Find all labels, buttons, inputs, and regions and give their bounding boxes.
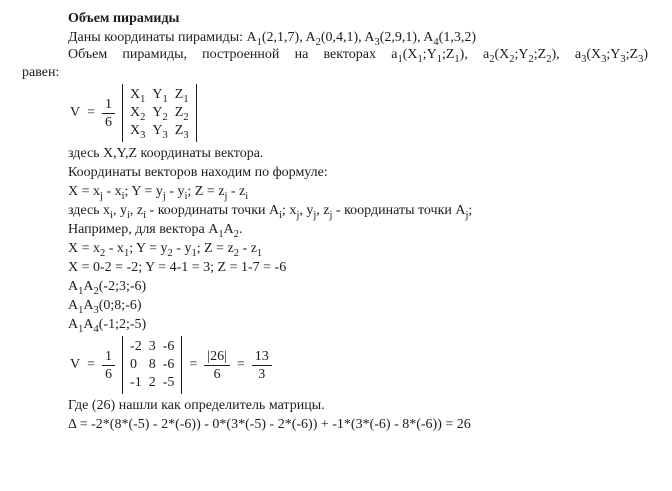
matrix-cell: 8	[148, 357, 156, 372]
matrix-cell: 0	[130, 357, 138, 372]
matrix-cell: $X_1$	[130, 87, 146, 105]
fraction-numerator: 13	[252, 348, 272, 366]
matrix-cell: $Y_3$	[152, 123, 168, 141]
matrix-cell: -6	[162, 357, 175, 372]
matrix-cell: $X_2$	[130, 105, 146, 123]
fraction-one-sixth	[102, 96, 115, 131]
equals-word-line: равен:	[22, 65, 60, 80]
matrix-cell: -1	[130, 375, 142, 390]
matrix-cell: -5	[162, 375, 175, 390]
matrix-cell: 2	[148, 375, 156, 390]
fraction-numerator: 1	[102, 96, 115, 114]
matrix-cell: $Y_1$	[152, 87, 168, 105]
formula-a1a2-line: $X = x_2 - x_1$; $Y = y_2 - y_1$; $Z = z_2 - z_1$	[68, 241, 263, 259]
determinant-matrix-numeric	[122, 336, 182, 394]
matrix-cell: $Y_2$	[152, 105, 168, 123]
formula-lhs: V	[70, 357, 81, 372]
vector-a1a3-line: $A_1A_3(0;8;-6)$	[68, 298, 142, 316]
equals-sign: =	[87, 105, 96, 120]
equals-sign: =	[87, 357, 96, 372]
determinant-matrix	[122, 84, 197, 142]
here-xyz-line: здесь X,Y,Z координаты вектора.	[68, 146, 264, 161]
matrix-cell: 3	[148, 339, 156, 354]
fraction-one-sixth	[102, 348, 115, 383]
here-points-line: здесь $x_i$, $y_i$, $z_i$ - координаты точки $A_i$; $x_j$, $y_j$, $z_j$ - координаты точки $A_j$;	[68, 203, 473, 221]
volume-formula-numeric	[70, 336, 648, 394]
fraction-denominator: 3	[258, 366, 266, 382]
fraction-denominator: 6	[105, 366, 113, 382]
fraction-abs26-over-6	[204, 348, 230, 383]
equals-sign: =	[189, 357, 198, 372]
formula-lhs: V	[70, 105, 81, 120]
vector-formula-line: $X = x_j - x_i$; $Y = y_j - y_i$; $Z = z_j - z_i$	[68, 184, 249, 202]
fraction-denominator: 6	[213, 366, 221, 382]
find-formula-line: Координаты векторов находим по формуле:	[68, 165, 328, 180]
example-line: Например, для вектора $A_1A_2$.	[68, 222, 243, 240]
given-coordinates-line: Даны координаты пирамиды: $A_1(2,1,7)$, $A_2(0,4,1)$, $A_3(2,9,1)$, $A_4(1,3,2)$	[68, 30, 476, 48]
matrix-cell: $X_3$	[130, 123, 146, 141]
fraction-13-over-3	[252, 348, 272, 383]
page-title: Объем пирамиды	[68, 11, 180, 26]
volume-statement-line: Объем пирамиды, построенной на векторах $a_1(X_1;Y_1;Z_1)$, $a_2(X_2;Y_2;Z_2)$, $a_3(X_3;Y_3;Z_3)$	[68, 47, 648, 65]
where-determinant-line: Где (26) нашли как определитель матрицы.	[68, 398, 325, 413]
equals-sign: =	[236, 357, 245, 372]
delta-expansion-line: Δ = -2*(8*(-5) - 2*(-6)) - 0*(3*(-5) - 2*(-6)) + -1*(3*(-6) - 8*(-6)) = 26	[68, 417, 471, 432]
matrix-cell: -6	[162, 339, 175, 354]
fraction-numerator: |26|	[204, 348, 230, 366]
matrix-cell: $Z_3$	[174, 123, 189, 141]
calc-line: X = 0-2 = -2; Y = 4-1 = 3; Z = 1-7 = -6	[68, 260, 287, 275]
vector-a1a2-line: $A_1A_2(-2;3;-6)$	[68, 279, 147, 297]
fraction-denominator: 6	[105, 114, 113, 130]
matrix-cell: $Z_2$	[174, 105, 189, 123]
vector-a1a4-line: $A_1A_4(-1;2;-5)$	[68, 317, 147, 335]
matrix-cell: $Z_1$	[174, 87, 189, 105]
volume-formula-general	[70, 84, 648, 142]
fraction-numerator: 1	[102, 348, 115, 366]
matrix-cell: -2	[130, 339, 142, 354]
